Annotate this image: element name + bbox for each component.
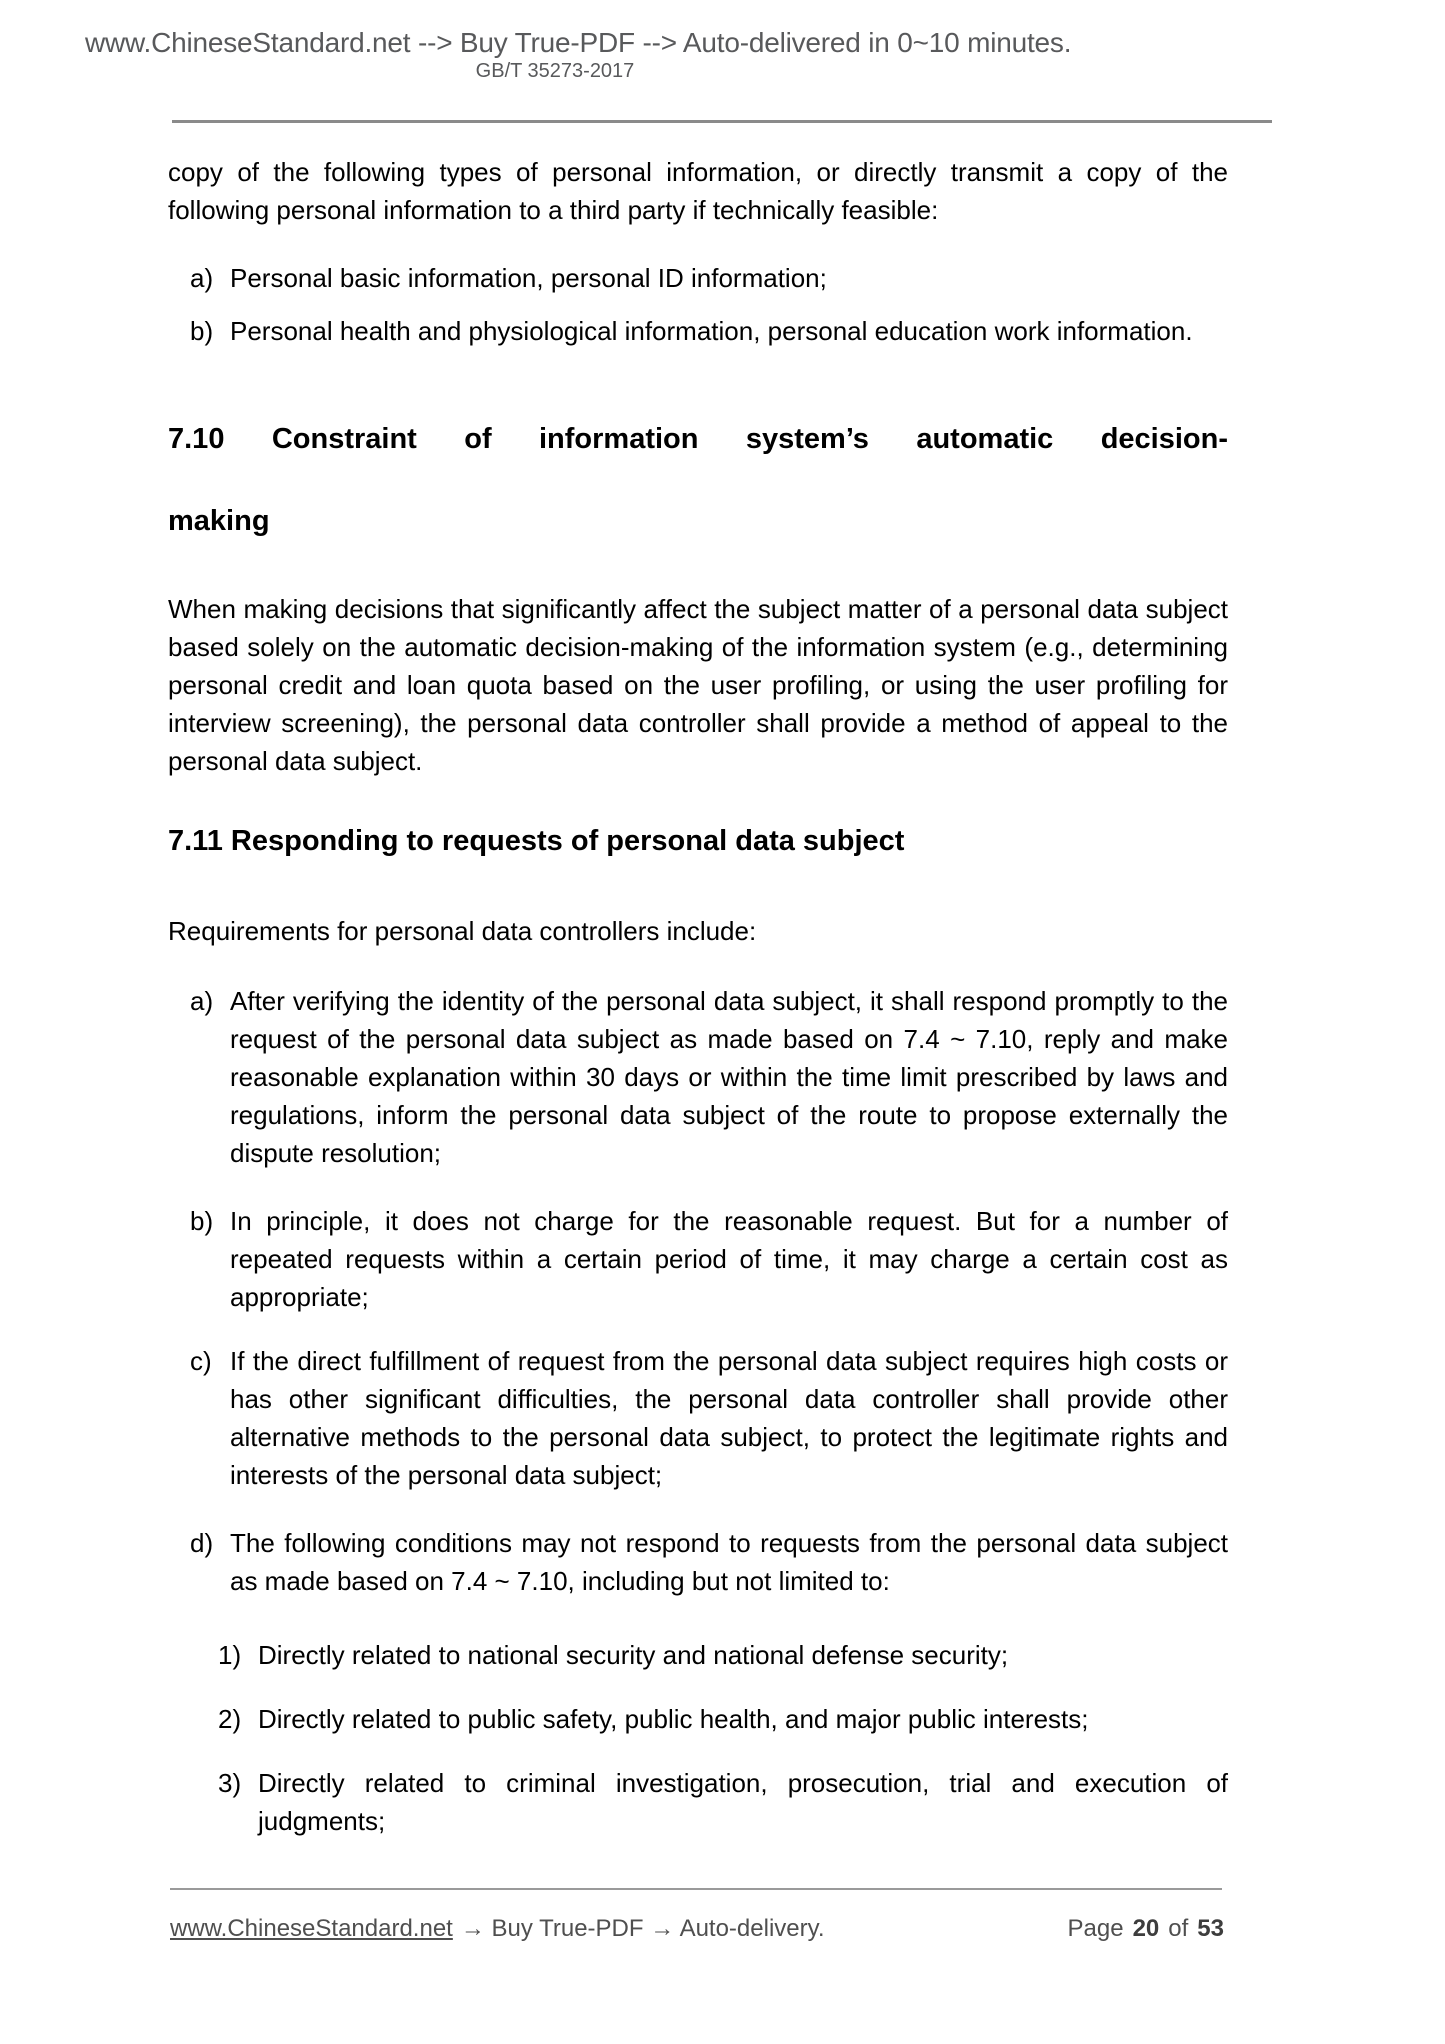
list-marker: c) [190,1346,212,1376]
section-7-10-heading-line1: 7.10 Constraint of information system’s automatic decision- [168,423,1228,455]
continuation-paragraph: copy of the following types of personal information, or directly transmit a copy of the following personal information to a third party if technically feasible: [168,157,1228,225]
page-header [85,27,1072,83]
standard-number: GB/T 35273-2017 [475,60,635,82]
page-label: Page [1067,1915,1124,1942]
list-item [190,1342,1228,1494]
list-item-text: If the direct fulfillment of request from the personal data subject requires high costs or has other significant difficulties, the personal data controller shall provide other alternative methods to the personal data subject, to protect the legitimate rights and interests of the personal data subject; [230,1346,1228,1490]
header-banner: www.ChineseStandard.net --> Buy True-PDF --> Auto-delivered in 0~10 minutes. [85,27,1072,58]
section-7-10-paragraph: When making decisions that significantly affect the subject matter of a personal data subject based solely on the automatic decision-making of the information system (e.g., determining personal credit and loan quota based on the user profiling, or using the user profiling for interview screening), the personal data controller shall provide a method of appeal to the personal data subject. [168,594,1228,776]
footer-link[interactable]: www.ChineseStandard.net [170,1915,453,1942]
list-marker: d) [190,1528,214,1558]
list-marker: 2) [218,1704,242,1734]
list-item-text: Directly related to public safety, public health, and major public interests; [258,1704,1089,1734]
page-of-label: of [1168,1915,1189,1942]
list-item-text: Directly related to criminal investigation, prosecution, trial and execution of judgments; [258,1768,1228,1836]
list-item [190,982,1228,1172]
section-7-11-heading: 7.11 Responding to requests of personal data subject [168,825,905,857]
list-item-text: In principle, it does not charge for the reasonable request. But for a number of repeated requests within a certain period of time, it may charge a certain cost as appropriate; [230,1206,1228,1312]
list-item-text: After verifying the identity of the personal data subject, it shall respond promptly to the request of the personal data subject as made based on 7.4 ~ 7.10, reply and make reasonable explanation within 30 days or within the time limit prescribed by laws and regulations, inform the personal data subject of the route to propose externally the dispute resolution; [230,986,1228,1168]
footer-tagline-row [170,1914,825,1944]
list-item [190,259,1228,297]
page-indicator [1068,1914,1224,1944]
sub-list-item [218,1764,1228,1840]
list-item-text: The following conditions may not respond to requests from the personal data subject as made based on 7.4 ~ 7.10, including but not limited to: [230,1528,1228,1596]
page-current: 20 [1132,1915,1160,1942]
section-7-11-intro: Requirements for personal data controllers include: [168,916,757,946]
document-body [168,123,1228,1840]
sub-list-item [218,1636,1228,1674]
list-marker: b) [190,1206,214,1236]
list-item-text: Personal health and physiological information, personal education work information. [230,316,1193,346]
list-item [190,1524,1228,1600]
list-item [190,312,1228,350]
list-item-text: Personal basic information, personal ID information; [230,263,827,293]
list-marker: 3) [218,1768,242,1798]
sub-list-item [218,1700,1228,1738]
list-marker: b) [190,316,214,346]
list-item [190,1202,1228,1316]
section-7-10-heading-line2: making [168,505,270,537]
list-item-text: Directly related to national security and national defense security; [258,1640,1009,1670]
page-total: 53 [1197,1915,1224,1942]
list-marker: a) [190,263,214,293]
page-footer [170,1914,1224,1944]
footer-divider [170,1888,1222,1890]
list-marker: 1) [218,1640,242,1670]
footer-tagline: → Buy True-PDF → Auto-delivery. [460,1915,825,1942]
list-marker: a) [190,986,214,1016]
